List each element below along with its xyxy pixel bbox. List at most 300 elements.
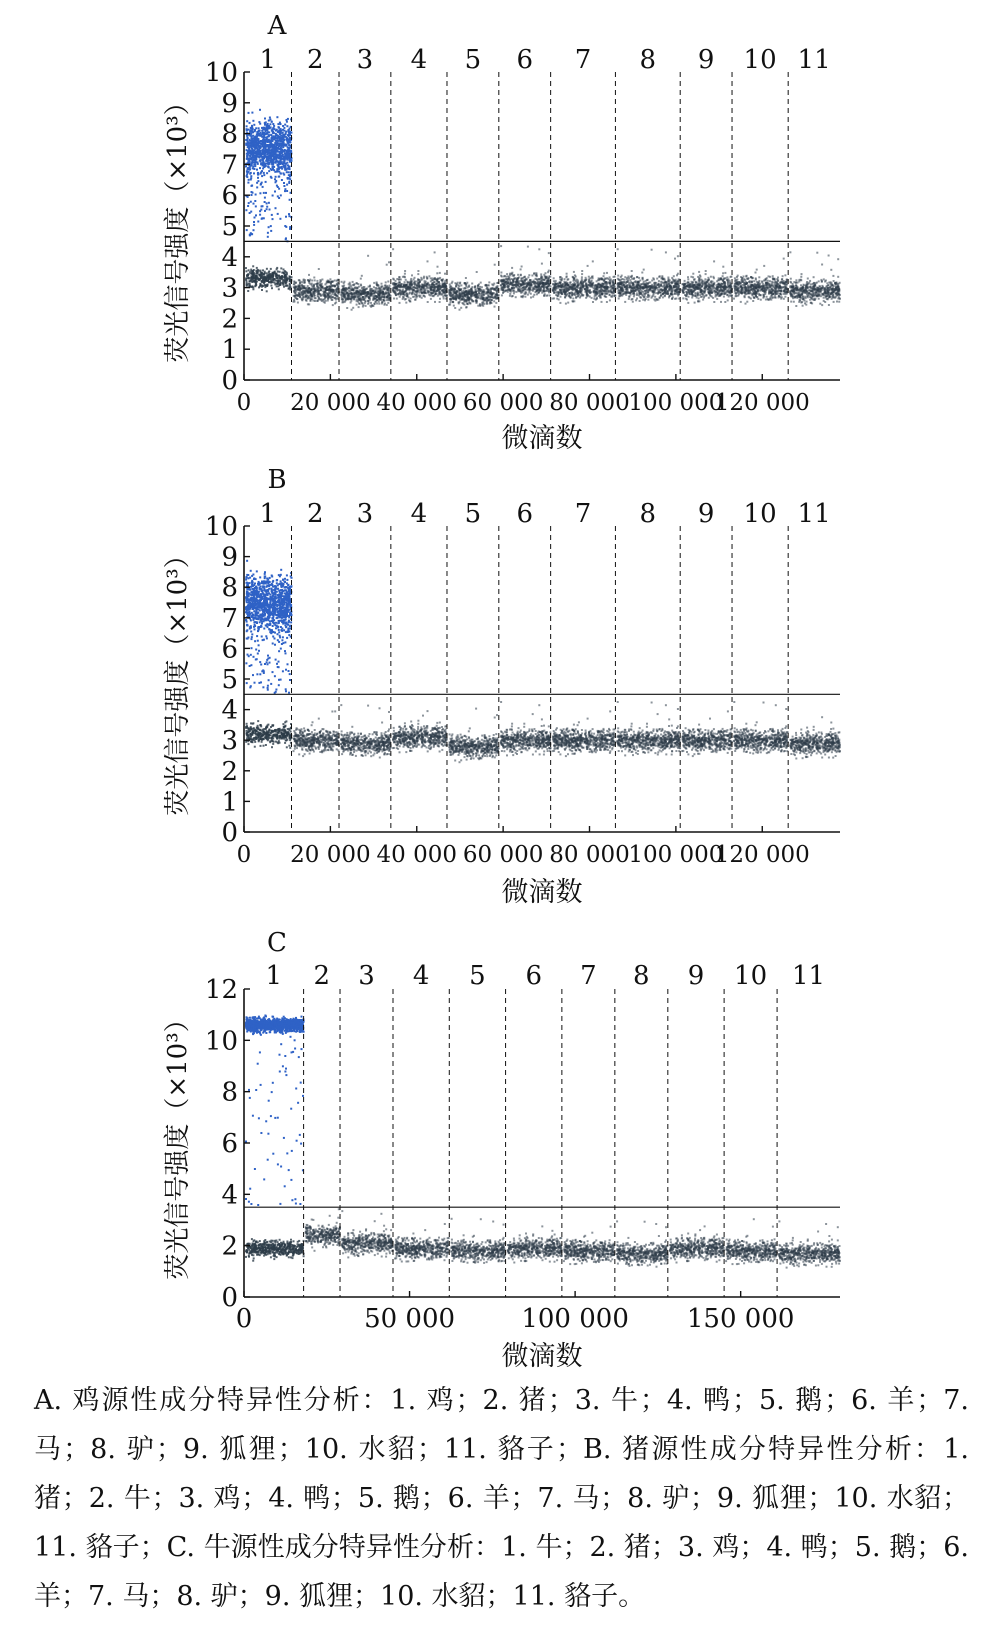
- negative-droplet: [279, 284, 281, 286]
- negative-droplet: [589, 286, 591, 288]
- negative-droplet: [307, 285, 309, 287]
- negative-droplet: [437, 266, 439, 268]
- negative-droplet: [317, 299, 319, 301]
- negative-droplet: [351, 294, 353, 296]
- negative-droplet: [468, 285, 470, 287]
- negative-droplet: [484, 299, 486, 301]
- negative-droplet: [572, 300, 574, 302]
- negative-droplet: [376, 283, 378, 285]
- negative-droplet: [348, 295, 350, 297]
- negative-droplet: [418, 295, 420, 297]
- negative-droplet: [368, 297, 370, 299]
- positive-droplet: [264, 164, 266, 166]
- negative-droplet: [360, 284, 362, 286]
- positive-droplet: [269, 117, 271, 119]
- negative-droplet: [609, 299, 611, 301]
- positive-droplet: [272, 166, 274, 168]
- negative-droplet: [489, 296, 491, 298]
- negative-droplet: [513, 275, 515, 277]
- positive-droplet: [288, 167, 290, 169]
- positive-droplet: [270, 230, 272, 232]
- positive-droplet: [252, 132, 254, 134]
- positive-droplet: [283, 166, 285, 168]
- negative-droplet: [545, 276, 547, 278]
- negative-droplet: [475, 293, 477, 295]
- negative-droplet: [263, 274, 265, 276]
- positive-droplet: [264, 145, 266, 147]
- negative-droplet: [308, 303, 310, 305]
- negative-droplet: [404, 281, 406, 283]
- positive-droplet: [261, 136, 263, 138]
- positive-droplet: [287, 118, 289, 120]
- negative-droplet: [537, 283, 539, 285]
- negative-droplet: [444, 282, 446, 284]
- negative-droplet: [389, 285, 391, 287]
- positive-droplet: [257, 142, 259, 144]
- negative-droplet: [521, 284, 523, 286]
- negative-droplet: [579, 287, 581, 289]
- negative-droplet: [500, 272, 502, 274]
- negative-droplet: [613, 276, 615, 278]
- negative-droplet: [435, 293, 437, 295]
- positive-droplet: [272, 218, 274, 220]
- negative-droplet: [553, 277, 555, 279]
- negative-droplet: [552, 283, 554, 285]
- negative-droplet: [572, 276, 574, 278]
- negative-droplet: [496, 282, 498, 284]
- negative-droplet: [520, 268, 522, 270]
- negative-droplet: [329, 281, 331, 283]
- negative-droplet: [252, 288, 254, 290]
- positive-droplet: [287, 142, 289, 144]
- negative-droplet: [581, 273, 583, 275]
- negative-droplet: [397, 293, 399, 295]
- negative-droplet: [331, 293, 333, 295]
- positive-droplet: [282, 144, 284, 146]
- negative-droplet: [600, 285, 602, 287]
- negative-droplet: [541, 280, 543, 282]
- negative-droplet: [376, 303, 378, 305]
- negative-droplet: [407, 282, 409, 284]
- negative-droplet: [247, 290, 249, 292]
- positive-droplet: [267, 232, 269, 234]
- positive-droplet: [254, 160, 256, 162]
- positive-droplet: [272, 159, 274, 161]
- negative-droplet: [375, 291, 377, 293]
- positive-droplet: [284, 124, 286, 126]
- negative-droplet: [248, 273, 250, 275]
- negative-droplet: [381, 303, 383, 305]
- negative-droplet: [322, 286, 324, 288]
- negative-droplet: [255, 279, 257, 281]
- negative-droplet: [329, 278, 331, 280]
- positive-droplet: [272, 195, 274, 197]
- positive-droplet: [264, 210, 266, 212]
- negative-droplet: [296, 298, 298, 300]
- negative-droplet: [370, 306, 372, 308]
- positive-droplet: [273, 152, 275, 154]
- negative-droplet: [549, 276, 551, 278]
- negative-droplet: [507, 286, 509, 288]
- negative-droplet: [393, 291, 395, 293]
- positive-droplet: [267, 166, 269, 168]
- negative-droplet: [581, 284, 583, 286]
- positive-droplet: [280, 145, 282, 147]
- negative-droplet: [393, 287, 395, 289]
- positive-droplet: [258, 152, 260, 154]
- positive-droplet: [289, 228, 291, 230]
- negative-droplet: [413, 286, 415, 288]
- positive-droplet: [251, 194, 253, 196]
- negative-droplet: [592, 277, 594, 279]
- negative-droplet: [307, 280, 309, 282]
- negative-droplet: [439, 283, 441, 285]
- negative-droplet: [311, 295, 313, 297]
- negative-droplet: [488, 284, 490, 286]
- negative-droplet: [294, 289, 296, 291]
- negative-droplet: [543, 274, 545, 276]
- positive-droplet: [261, 217, 263, 219]
- negative-droplet: [584, 280, 586, 282]
- negative-droplet: [471, 283, 473, 285]
- negative-droplet: [543, 279, 545, 281]
- negative-droplet: [248, 269, 250, 271]
- negative-droplet: [572, 285, 574, 287]
- positive-droplet: [287, 149, 289, 151]
- negative-droplet: [581, 276, 583, 278]
- positive-droplet: [271, 214, 273, 216]
- negative-droplet: [480, 295, 482, 297]
- negative-droplet: [507, 275, 509, 277]
- positive-droplet: [255, 158, 257, 160]
- negative-droplet: [409, 287, 411, 289]
- positive-droplet: [278, 148, 280, 150]
- negative-droplet: [385, 281, 387, 283]
- negative-droplet: [524, 276, 526, 278]
- positive-droplet: [262, 139, 264, 141]
- negative-droplet: [538, 291, 540, 293]
- negative-droplet: [270, 268, 272, 270]
- negative-droplet: [501, 294, 503, 296]
- positive-droplet: [290, 151, 292, 153]
- negative-droplet: [406, 294, 408, 296]
- positive-droplet: [288, 215, 290, 217]
- negative-droplet: [350, 300, 352, 302]
- positive-droplet: [282, 129, 284, 131]
- positive-droplet: [261, 175, 263, 177]
- negative-droplet: [341, 281, 343, 283]
- negative-droplet: [564, 290, 566, 292]
- negative-droplet: [246, 277, 248, 279]
- positive-droplet: [270, 134, 272, 136]
- negative-droplet: [612, 287, 614, 289]
- negative-droplet: [469, 291, 471, 293]
- negative-droplet: [325, 300, 327, 302]
- positive-droplet: [270, 153, 272, 155]
- negative-droplet: [577, 280, 579, 282]
- negative-droplet: [606, 272, 608, 274]
- positive-droplet: [248, 158, 250, 160]
- negative-droplet: [337, 279, 339, 281]
- positive-droplet: [245, 143, 247, 145]
- negative-droplet: [564, 278, 566, 280]
- negative-droplet: [264, 284, 266, 286]
- negative-droplet: [396, 278, 398, 280]
- negative-droplet: [465, 301, 467, 303]
- negative-droplet: [436, 272, 438, 274]
- positive-droplet: [284, 139, 286, 141]
- negative-droplet: [486, 297, 488, 299]
- negative-droplet: [357, 296, 359, 298]
- negative-droplet: [323, 301, 325, 303]
- negative-droplet: [411, 292, 413, 294]
- negative-droplet: [321, 300, 323, 302]
- positive-droplet: [252, 128, 254, 130]
- negative-droplet: [434, 277, 436, 279]
- negative-droplet: [405, 284, 407, 286]
- positive-droplet: [259, 145, 261, 147]
- positive-droplet: [246, 170, 248, 172]
- negative-droplet: [396, 283, 398, 285]
- positive-droplet: [249, 135, 251, 137]
- negative-droplet: [674, 258, 676, 260]
- negative-droplet: [466, 302, 468, 304]
- negative-droplet: [606, 293, 608, 295]
- negative-droplet: [398, 286, 400, 288]
- positive-droplet: [265, 129, 267, 131]
- negative-droplet: [575, 280, 577, 282]
- negative-droplet: [326, 281, 328, 283]
- negative-droplet: [543, 295, 545, 297]
- negative-droplet: [303, 285, 305, 287]
- negative-droplet: [552, 298, 554, 300]
- negative-droplet: [489, 303, 491, 305]
- negative-droplet: [412, 288, 414, 290]
- negative-droplet: [568, 289, 570, 291]
- positive-droplet: [286, 140, 288, 142]
- negative-droplet: [329, 286, 331, 288]
- positive-droplet: [247, 182, 249, 184]
- positive-droplet: [274, 150, 276, 152]
- negative-droplet: [345, 290, 347, 292]
- negative-droplet: [301, 299, 303, 301]
- negative-droplet: [464, 282, 466, 284]
- positive-droplet: [268, 120, 270, 122]
- positive-droplet: [279, 122, 281, 124]
- negative-droplet: [467, 289, 469, 291]
- negative-droplet: [272, 279, 274, 281]
- negative-droplet: [252, 265, 254, 267]
- negative-droplet: [414, 277, 416, 279]
- positive-droplet: [288, 171, 290, 173]
- negative-droplet: [629, 279, 631, 281]
- negative-droplet: [636, 276, 638, 278]
- negative-droplet: [464, 304, 466, 306]
- negative-droplet: [336, 297, 338, 299]
- positive-droplet: [284, 153, 286, 155]
- negative-droplet: [571, 289, 573, 291]
- negative-droplet: [420, 279, 422, 281]
- negative-droplet: [348, 297, 350, 299]
- negative-droplet: [604, 295, 606, 297]
- negative-droplet: [395, 286, 397, 288]
- negative-droplet: [415, 299, 417, 301]
- positive-droplet: [260, 150, 262, 152]
- negative-droplet: [416, 288, 418, 290]
- positive-droplet: [273, 132, 275, 134]
- negative-droplet: [575, 297, 577, 299]
- negative-droplet: [543, 289, 545, 291]
- positive-droplet: [249, 212, 251, 214]
- positive-droplet: [271, 121, 273, 123]
- negative-droplet: [430, 298, 432, 300]
- positive-droplet: [272, 162, 274, 164]
- negative-droplet: [330, 295, 332, 297]
- negative-droplet: [601, 301, 603, 303]
- negative-droplet: [283, 286, 285, 288]
- negative-droplet: [285, 276, 287, 278]
- negative-droplet: [488, 299, 490, 301]
- negative-droplet: [533, 272, 535, 274]
- negative-droplet: [554, 282, 556, 284]
- positive-droplet: [269, 150, 271, 152]
- negative-droplet: [493, 300, 495, 302]
- negative-droplet: [533, 280, 535, 282]
- positive-droplet: [282, 146, 284, 148]
- positive-droplet: [250, 175, 252, 177]
- negative-droplet: [322, 288, 324, 290]
- negative-droplet: [577, 284, 579, 286]
- positive-droplet: [277, 213, 279, 215]
- negative-droplet: [462, 302, 464, 304]
- positive-droplet: [268, 202, 270, 204]
- negative-droplet: [258, 286, 260, 288]
- positive-droplet: [251, 158, 253, 160]
- negative-droplet: [350, 302, 352, 304]
- negative-droplet: [276, 267, 278, 269]
- negative-droplet: [528, 292, 530, 294]
- positive-droplet: [254, 165, 256, 167]
- negative-droplet: [388, 261, 390, 263]
- negative-droplet: [305, 299, 307, 301]
- negative-droplet: [586, 285, 588, 287]
- negative-droplet: [439, 272, 441, 274]
- negative-droplet: [600, 297, 602, 299]
- negative-droplet: [651, 297, 653, 299]
- negative-droplet: [275, 279, 277, 281]
- positive-droplet: [262, 149, 264, 151]
- negative-droplet: [413, 279, 415, 281]
- negative-droplet: [417, 273, 419, 275]
- positive-droplet: [268, 139, 270, 141]
- negative-droplet: [520, 274, 522, 276]
- negative-droplet: [368, 286, 370, 288]
- negative-droplet: [365, 305, 367, 307]
- negative-droplet: [424, 284, 426, 286]
- negative-droplet: [574, 293, 576, 295]
- positive-droplet: [247, 137, 249, 139]
- negative-droplet: [481, 286, 483, 288]
- negative-droplet: [360, 300, 362, 302]
- negative-droplet: [246, 280, 248, 282]
- positive-droplet: [254, 200, 256, 202]
- negative-droplet: [434, 301, 436, 303]
- negative-droplet: [372, 305, 374, 307]
- negative-droplet: [495, 302, 497, 304]
- positive-droplet: [276, 148, 278, 150]
- positive-droplet: [281, 142, 283, 144]
- negative-droplet: [479, 286, 481, 288]
- negative-droplet: [281, 278, 283, 280]
- negative-droplet: [591, 297, 593, 299]
- negative-droplet: [585, 277, 587, 279]
- positive-droplet: [275, 140, 277, 142]
- negative-droplet: [480, 282, 482, 284]
- positive-droplet: [279, 133, 281, 135]
- negative-droplet: [410, 285, 412, 287]
- negative-droplet: [258, 279, 260, 281]
- negative-droplet: [324, 291, 326, 293]
- negative-droplet: [450, 289, 452, 291]
- negative-droplet: [255, 284, 257, 286]
- negative-droplet: [472, 300, 474, 302]
- negative-droplet: [280, 276, 282, 278]
- negative-droplet: [317, 286, 319, 288]
- negative-droplet: [643, 269, 645, 271]
- negative-droplet: [352, 307, 354, 309]
- positive-droplet: [247, 129, 249, 131]
- negative-droplet: [540, 273, 542, 275]
- negative-droplet: [459, 292, 461, 294]
- negative-droplet: [491, 299, 493, 301]
- negative-droplet: [506, 281, 508, 283]
- positive-droplet: [262, 205, 264, 207]
- positive-droplet: [262, 186, 264, 188]
- negative-droplet: [548, 252, 550, 254]
- positive-droplet: [245, 209, 247, 211]
- negative-droplet: [361, 275, 363, 277]
- positive-droplet: [268, 127, 270, 129]
- negative-droplet: [511, 288, 513, 290]
- panel-label: A: [267, 11, 288, 41]
- negative-droplet: [387, 281, 389, 283]
- positive-droplet: [256, 182, 258, 184]
- negative-droplet: [485, 284, 487, 286]
- negative-droplet: [392, 278, 394, 280]
- negative-droplet: [316, 280, 318, 282]
- negative-droplet: [466, 306, 468, 308]
- positive-droplet: [284, 190, 286, 192]
- positive-droplet: [250, 177, 252, 179]
- negative-droplet: [596, 291, 598, 293]
- negative-droplet: [459, 309, 461, 311]
- positive-droplet: [263, 172, 265, 174]
- positive-droplet: [249, 122, 251, 124]
- negative-droplet: [573, 271, 575, 273]
- negative-droplet: [509, 293, 511, 295]
- positive-droplet: [289, 134, 291, 136]
- negative-droplet: [257, 277, 259, 279]
- negative-droplet: [534, 283, 536, 285]
- positive-droplet: [276, 129, 278, 131]
- negative-droplet: [364, 302, 366, 304]
- negative-droplet: [396, 298, 398, 300]
- positive-droplet: [263, 152, 265, 154]
- negative-droplet: [528, 289, 530, 291]
- negative-droplet: [270, 282, 272, 284]
- positive-droplet: [287, 130, 289, 132]
- negative-droplet: [393, 298, 395, 300]
